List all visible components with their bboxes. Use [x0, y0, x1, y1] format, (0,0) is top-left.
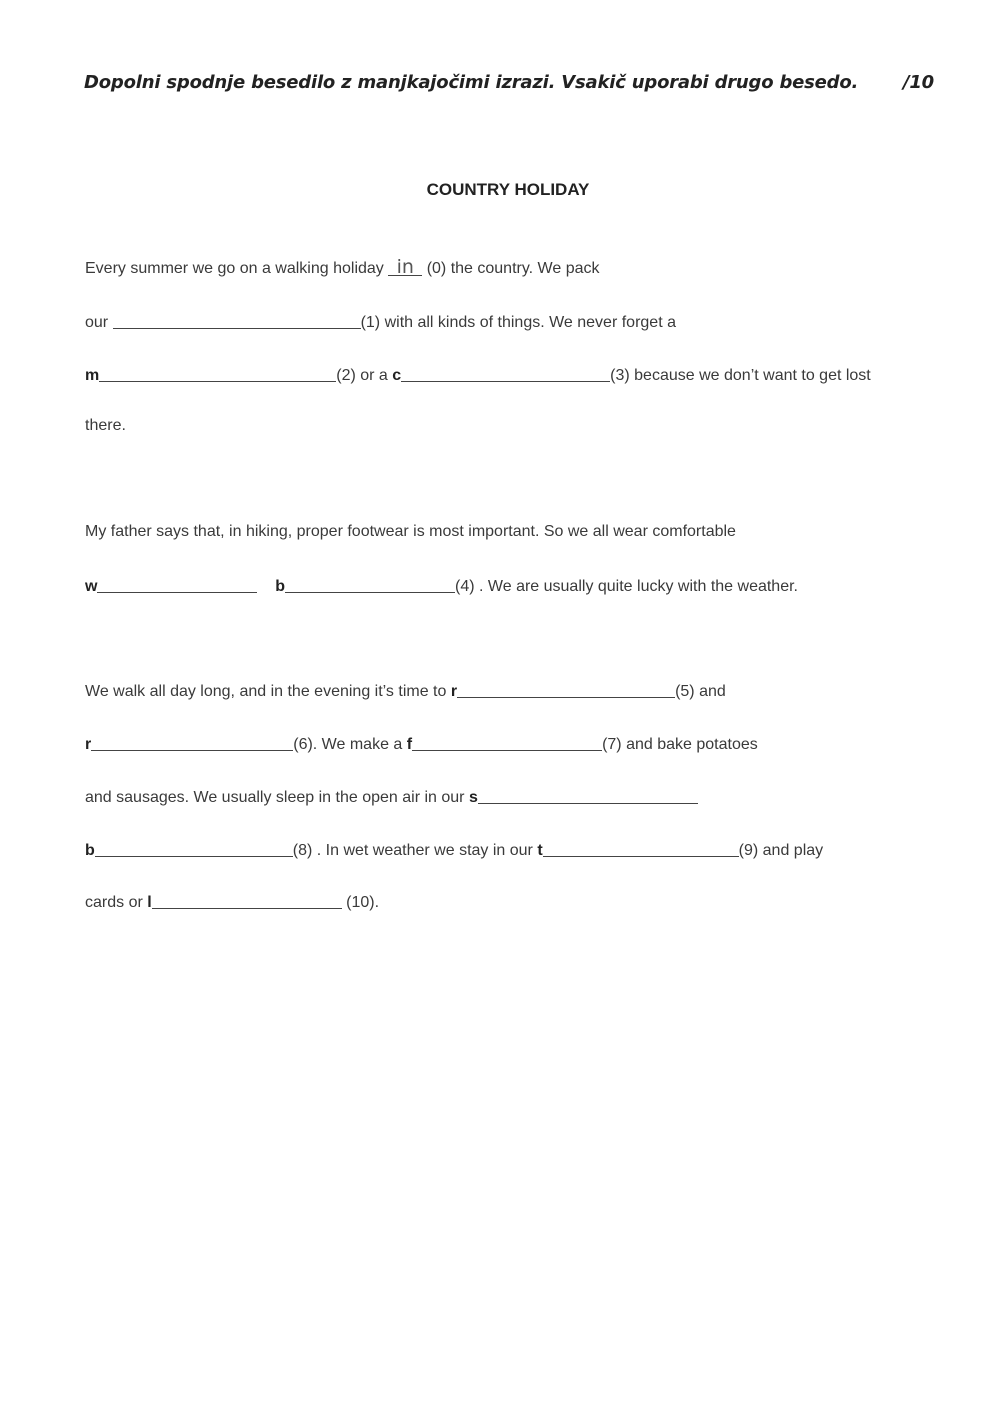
text-fragment: (9) and play	[738, 842, 824, 859]
text-line-5	[85, 523, 736, 541]
blank-10[interactable]	[152, 892, 342, 909]
text-line-6	[85, 576, 798, 596]
text-fragment: cards or	[85, 894, 148, 911]
text-fragment: (5) and	[675, 683, 726, 700]
text-line-11	[85, 892, 379, 912]
text-line-9	[85, 787, 698, 807]
hint-letter: c	[392, 367, 402, 384]
blank-1[interactable]	[113, 312, 361, 329]
blank-8b[interactable]	[95, 840, 293, 857]
score-label: /10	[902, 72, 934, 93]
text-line-1	[85, 256, 600, 278]
hint-letter: b	[275, 578, 286, 595]
blank-5[interactable]	[457, 681, 675, 698]
blank-7[interactable]	[412, 734, 602, 751]
hint-letter: s	[468, 789, 478, 806]
text-line-8	[85, 734, 758, 754]
blank-4b[interactable]	[285, 576, 455, 593]
blank-9[interactable]	[543, 840, 739, 857]
text-fragment: (6). We make a	[293, 736, 407, 753]
text-fragment: My father says that, in hiking, proper footwear is most important. So we all wear comfortable	[85, 523, 736, 540]
text-fragment: (3) because we don’t want to get lost	[610, 367, 871, 384]
text-fragment: (2) or a	[336, 367, 393, 384]
text-fragment: our	[85, 314, 113, 331]
text-fragment: Every summer we go on a walking holiday	[85, 260, 389, 277]
text-fragment: (10).	[341, 894, 380, 911]
text-fragment: We walk all day long, and in the evening it’s time to	[85, 683, 451, 700]
text-fragment: (1) with all kinds of things. We never forget a	[360, 314, 676, 331]
hint-letter: b	[85, 842, 95, 859]
worksheet-title: COUNTRY HOLIDAY	[426, 180, 590, 199]
blank-4a[interactable]	[97, 576, 257, 593]
hint-letter: r	[450, 683, 458, 700]
text-fragment: (8) . In wet weather we stay in our	[292, 842, 538, 859]
hint-letter: w	[85, 578, 98, 595]
text-fragment: (7) and bake potatoes	[602, 736, 758, 753]
example-answer: in	[388, 259, 422, 276]
text-fragment: (4) . We are usually quite lucky with the weather.	[455, 578, 798, 595]
text-fragment: (0) the country. We pack	[422, 260, 600, 277]
text-line-4	[85, 417, 126, 435]
text-line-7	[85, 681, 726, 701]
text-fragment: and sausages. We usually sleep in the open air in our	[85, 789, 469, 806]
blank-6[interactable]	[91, 734, 293, 751]
text-fragment: there.	[85, 417, 126, 434]
hint-letter: t	[537, 842, 543, 859]
text-line-10	[85, 840, 823, 860]
blank-3[interactable]	[401, 365, 610, 382]
hint-letter: m	[85, 367, 100, 384]
instruction-text: Dopolni spodnje besedilo z manjkajočimi izrazi. Vsakič uporabi drugo besedo.	[84, 72, 859, 93]
hint-letter: r	[85, 736, 92, 753]
hint-letter: f	[406, 736, 413, 753]
text-line-3	[85, 365, 871, 385]
hint-letter: l	[147, 894, 152, 911]
text-line-2	[85, 312, 676, 332]
instruction	[84, 72, 934, 93]
blank-8a[interactable]	[478, 787, 698, 804]
blank-2[interactable]	[99, 365, 336, 382]
